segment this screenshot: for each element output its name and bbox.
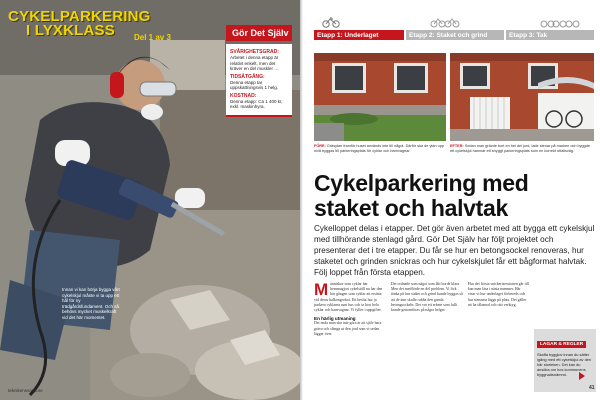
page-number: 41 xyxy=(589,385,595,391)
stage-navigation xyxy=(314,30,594,40)
three-bicycles-icon xyxy=(540,14,580,28)
continue-arrow-icon xyxy=(579,372,585,380)
before-caption-text: Gräsytan framför huset används inte till något. Därför ska de ytan upp nivå byggas till parkeringsplats för cyklar och barnvagnar. xyxy=(314,144,445,153)
note-body-difficulty: Arbetet i denna etapp är relativt enkelt, men det kräver en del muskler … xyxy=(230,55,279,71)
body-col1-text2: Det enda man ska inte göra är att själv bara gräva och slänga ut den jord som vi sedan lägger över. xyxy=(314,321,382,336)
note-head-difficulty: SVÅRIGHETSGRAD: xyxy=(230,49,279,55)
stage-3-label: Etapp 3: Tak xyxy=(506,30,594,40)
body-column-2 xyxy=(391,282,463,392)
after-caption-keyword: EFTER: xyxy=(450,144,464,148)
article-lead: Cykelloppet delas i etapper. Det gör även arbetet med att bygga ett cykelskjul med tillhörande stenlagd gård. Gör Det Själv har följt projektet och presenterar det i tre etapper. Du får se hur en betongsockel renoveras, hur staketet och grinden snickras och hur cykelskjulet får ett bågformat halvtak. Följ loppet från första etappen. xyxy=(314,224,595,277)
section-banner: Gör Det Själv xyxy=(226,25,292,41)
series-title-line1: CYKELPARKERING xyxy=(8,8,151,25)
photo-caption: Innan vi kan börja bygga vårt cykelskjul måste vi ta upp ett hål för ny trädgårdsfundament. Och så behövs mycket muskelkraft vid det här momentet. xyxy=(62,287,120,320)
tip-body: Skaffa bygglov innan du sätter igång med ett cykelskjul av den här storleken. Det kan du ansöka om hos kommunens byggnadsnämnd. xyxy=(537,352,592,377)
article-headline: Cykelparkering med staket och halvtak xyxy=(314,170,529,221)
body-column-3 xyxy=(468,282,529,392)
note-body-time: Denna etapp tar uppskattningsvis 1 helg. xyxy=(230,79,279,90)
note-head-time: TIDSÅTGÅNG: xyxy=(230,73,265,80)
right-page xyxy=(300,0,600,400)
series-title-line2: I LYXKLASS xyxy=(26,22,115,39)
before-caption xyxy=(314,144,446,153)
body-col3-text: Hur det första snickerisessionen går till kan man läsa i nästa nummer. Här visar vi hur underlaget förbereds och hur stenarna läggs på plats. Det gäller att ha tålamod och rätt verktyg. xyxy=(467,282,529,307)
page-folio: teknikensvarld.se xyxy=(8,388,43,393)
after-photo xyxy=(450,53,594,141)
tip-heading: LAGAR & REGLER xyxy=(537,341,586,348)
bicycle-icon xyxy=(322,14,340,28)
part-label: Del 1 av 3 xyxy=(134,33,171,42)
note-body-cost: Denna etapp: Ca 1 400 kr, exkl. maskinhyra. xyxy=(230,98,283,109)
drop-cap: M xyxy=(314,282,329,299)
after-caption xyxy=(450,144,594,153)
body-column-1 xyxy=(314,282,386,392)
two-bicycles-icon xyxy=(430,14,460,28)
body-col1-text: änniskor som cyklar har hemmagjort cykelställ nu har den här gången som cyklar att ersätta vid deras balkongrobot. Ett beslut hur ja parkera cyklarna runt hus och ta bort hela cyklar och barnvagnar. Vi fyller i uppgifter. xyxy=(314,282,383,313)
before-photo xyxy=(314,53,446,141)
stage-1-label: Etapp 1: Underlaget xyxy=(314,30,404,40)
after-caption-text: Sedan man grävde bort en hel del jord, lade stenar på marken och byggde ett cykelskjul hamnar ett snyggt parkeringsplats som en korrekt utfallsväg. xyxy=(450,144,590,153)
before-caption-keyword: FÖRE: xyxy=(314,144,326,148)
note-head-cost: KOSTNAD: xyxy=(230,92,257,99)
gutter-shadow xyxy=(300,0,303,400)
laws-rules-box xyxy=(534,329,596,392)
fact-box xyxy=(226,44,292,117)
stage-2-label: Etapp 2: Staket och grind xyxy=(406,30,504,40)
body-subheading: En härlig utmaning xyxy=(314,316,356,322)
body-col2-text: Det ordnade som något som lätt borde klara. Men det medförde en del problem. Vi fick tänka på hur staket och grind kunde byggas så att de inte skulle rubba den gamla betongsockeln. Det var ett arbete som fullt kunde genomföras på några helger. xyxy=(390,282,463,313)
